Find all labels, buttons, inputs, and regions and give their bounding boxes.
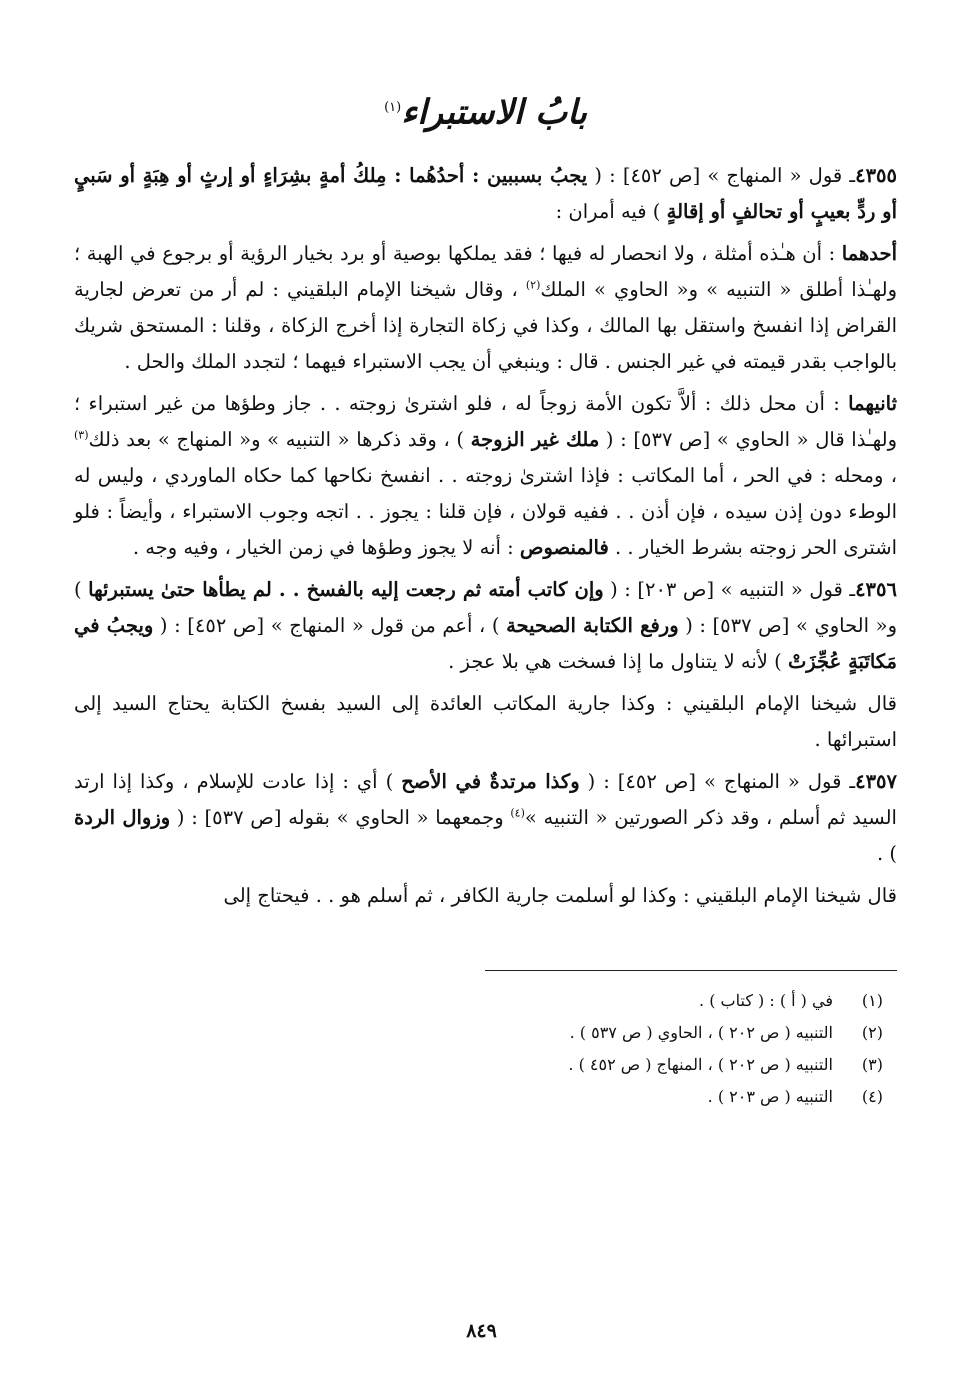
text-run: قال شيخنا الإمام البلقيني : وكذا لو أسلمت جارية الكافر ، ثم أسلم هو . . فيحتاج إلى: [223, 884, 897, 908]
footnote-number: (٣): [861, 1055, 883, 1075]
paragraph: [74, 236, 897, 380]
footnote-text: التنبيه ( ص ٢٠٣ ) .: [707, 1087, 833, 1107]
footnote-ref: (٢): [525, 278, 541, 292]
bold-text: وكذا مرتدةٌ في الأصح: [401, 770, 580, 794]
footnote: [74, 985, 883, 1017]
text-run: ) ، وقد ذكرها « التنبيه » و« المنهاج » بعد ذلك: [88, 428, 471, 452]
bold-text: وإن كاتب أمته ثم رجعت إليه بالفسخ . . لم يطأها حتىٰ يستبرئها: [88, 578, 604, 602]
footnote-text: في ( أ ) : ( كتاب ) .: [699, 991, 833, 1011]
text-run: ) لأنه لا يتناول ما إذا فسخت هي بلا عجز .: [448, 650, 788, 674]
paragraph: [74, 158, 897, 230]
text-run: قال شيخنا الإمام البلقيني : وكذا جارية المكاتب العائدة إلى السيد بفسخ الكتابة يحتاج السيد إلى استبرائها .: [74, 692, 897, 752]
paragraph: [74, 572, 897, 680]
chapter-title-footnote-ref: (١): [384, 100, 402, 115]
text-run: ) .: [876, 842, 897, 866]
footnote: [74, 1049, 883, 1081]
entry-number: ٤٣٥٥: [855, 164, 897, 188]
text-run: ) ، أعم من قول « المنهاج » [ص ٤٥٢] : (: [153, 614, 507, 638]
text-run: : أن هـٰذه أمثلة ، ولا انحصار له فيها ؛ فقد يملكها بوصية أو برد بخيار الرؤية أو برجوع في الهبة ؛ ولهـٰذا أطلق « التنبيه » و« الحاوي » الملك: [74, 242, 897, 302]
chapter-title: [74, 84, 897, 136]
text-run: ـ قول « المنهاج » [ص ٤٥٢] : (: [587, 164, 856, 188]
bold-text: وزوال الردة: [74, 806, 171, 830]
bold-text: فالمنصوص: [519, 536, 609, 560]
text-run: ـ قول « التنبيه » [ص ٢٠٣] : (: [603, 578, 856, 602]
footnote-text: التنبيه ( ص ٢٠٢ ) ، المنهاج ( ص ٤٥٢ ) .: [568, 1055, 833, 1075]
bold-text: ورفع الكتابة الصحيحة: [506, 614, 679, 638]
footnote-divider: [485, 970, 897, 971]
paragraph: [74, 686, 897, 758]
footnote: [74, 1017, 883, 1049]
footnote-text: التنبيه ( ص ٢٠٢ ) ، الحاوي ( ص ٥٣٧ ) .: [569, 1023, 833, 1043]
text-run: وجمعهما « الحاوي » بقوله [ص ٥٣٧] : (: [170, 806, 511, 830]
bold-text: يجبُ بسببين : أحدُهُما : مِلكُ أمةٍ بشِرَاءٍ أو إرثٍ أو هِبَةٍ أو سَبيٍ أو ردٍّ بعيبٍ أو تحالفٍ أو إقالةٍ: [74, 164, 897, 224]
footnotes: [74, 985, 897, 1113]
footnote-ref: (٤): [510, 806, 525, 820]
page-number: ٨٤٩: [466, 1320, 497, 1342]
footnote: [74, 1081, 883, 1113]
entry-number: ٤٣٥٦: [855, 578, 897, 602]
paragraph: [74, 386, 897, 566]
text-run: ، ومحله : في الحر ، أما المكاتب : فإذا اشترىٰ زوجته . . انفسخ نكاحها كما حكاه الماوردي ، وليس له الوطء دون إذن سيده ، فإن أذن . . ففيه قولان ، فإن قلنا : يجوز . . اتجه وجوب الاستبراء ، وأيضاً : فلو اشترى الحر زوجته بشرط الخيار . .: [74, 464, 897, 560]
chapter-title-text: بابُ الاستبراء: [401, 92, 587, 133]
footnote-number: (٢): [861, 1023, 883, 1043]
body-text: [74, 158, 897, 914]
text-run: ـ قول « المنهاج » [ص ٤٥٢] : (: [579, 770, 856, 794]
bold-text: أحدهما: [841, 242, 897, 266]
text-run: : أن محل ذلك : ألاَّ تكون الأمة زوجاً له ، فلو اشترىٰ زوجته . . جاز وطؤها من غير استبراء ؛ ولهـٰذا قال « الحاوي » [ص ٥٣٧] : (: [74, 392, 897, 452]
text-run: ) و« الحاوي » [ص ٥٣٧] : (: [74, 578, 897, 638]
footnote-ref: (٣): [74, 428, 89, 442]
text-run: ، وقال شيخنا الإمام البلقيني : لم أر من تعرض لجارية القراض إذا انفسخ واستقل بها المالك ، وكذا في زكاة التجارة إذا أخرج الزكاة ، وقلنا : المستحق شريك بالواجب بقدر قيمته في غير الجنس . قال : وينبغي أن يجب الاستبراء فيهما ؛ لتجدد الملك والحل .: [74, 278, 897, 374]
entry-number: ٤٣٥٧: [855, 770, 898, 794]
footnote-number: (١): [861, 991, 883, 1011]
paragraph: [74, 878, 897, 914]
text-run: ) أي : إذا عادت للإسلام ، وكذا إذا ارتد السيد ثم أسلم ، وقد ذكر الصورتين « التنبيه »: [74, 770, 897, 830]
text-run: ) فيه أمران :: [555, 200, 667, 224]
bold-text: ملك غير الزوجة: [470, 428, 600, 452]
bold-text: ثانيهما: [848, 392, 897, 416]
text-run: : أنه لا يجوز وطؤها في زمن الخيار ، وفيه وجه .: [132, 536, 520, 560]
footnote-number: (٤): [861, 1087, 883, 1107]
bold-text: ويجبُ في مَكاتَبَةٍ عُجِّزَتْ: [74, 614, 897, 674]
paragraph: [74, 764, 897, 872]
